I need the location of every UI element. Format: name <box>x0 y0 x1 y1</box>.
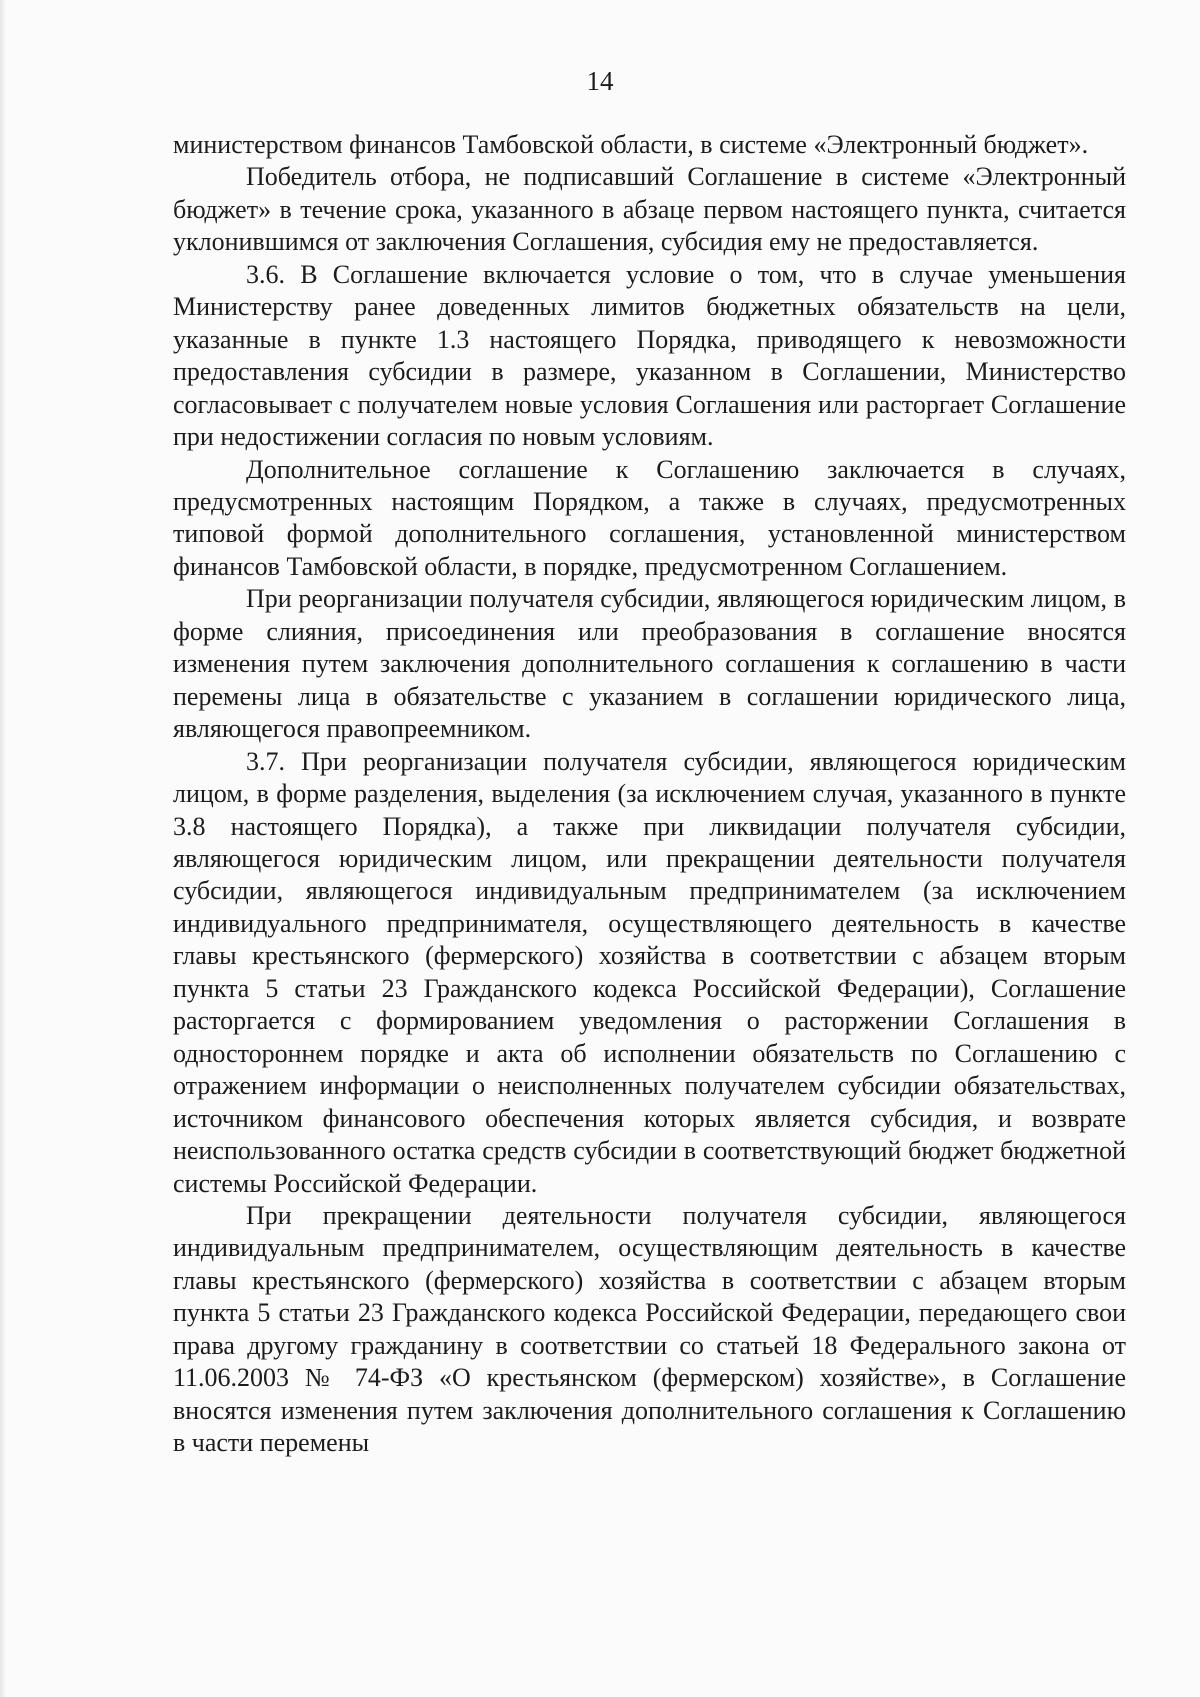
paragraph-continuation: министерством финансов Тамбовской области, в системе «Электронный бюджет». <box>173 130 1089 159</box>
scan-edge-shadow <box>0 0 6 1697</box>
page-number: 14 <box>586 66 614 96</box>
paragraph-termination-farm: При прекращении деятельности получателя субсидии, являющегося индивидуальным предпринимателем, осуществляющим деятельность в качестве главы крестьянского (фермерского) хозяйства в соответствии с абзацем вторым пункта 5 статьи 23 Гражданского кодекса Российской Федерации, передающего свои права другому гражданину в соответствии со статьей 18 Федерального закона от 11.06.2003 № 74-ФЗ «О крестьянском (фермерском) хозяйстве», в Соглашение вносятся изменения путем заключения дополнительного соглашения к Соглашению в части перемены <box>173 1200 1126 1458</box>
paragraph-additional-agreement: Дополнительное соглашение к Соглашению заключается в случаях, предусмотренных настоящим Порядком, а также в случаях, предусмотренных типовой формой дополнительного соглашения, установленной министерством финансов Тамбовской области, в порядке, предусмотренном Соглашением. <box>173 454 1126 581</box>
paragraph-reorganization: При реорганизации получателя субсидии, являющегося юридическим лицом, в форме слияния, присоединения или преобразования в соглашение вносятся изменения путем заключения дополнительного соглашения к соглашению в части перемены лица в обязательстве с указанием в соглашении юридического лица, являющегося правопреемником. <box>173 584 1126 744</box>
paragraph-winner-not-signed: Победитель отбора, не подписавший Соглашение в системе «Электронный бюджет» в течение срока, указанного в абзаце первом настоящего пункта, считается уклонившимся от заключения Соглашения, субсидия ему не предоставляется. <box>173 162 1126 257</box>
paragraph-3-6: 3.6. В Соглашение включается условие о том, что в случае уменьшения Министерству ранее доведенных лимитов бюджетных обязательств на цели, указанные в пункте 1.3 настоящего Порядка, приводящего к невозможности предоставления субсидии в размере, указанном в Соглашении, Министерство согласовывает с получателем новые условия Соглашения или расторгает Соглашение при недостижении согласия по новым условиям. <box>173 259 1126 452</box>
document-body <box>173 129 1126 1460</box>
paragraph-3-7: 3.7. При реорганизации получателя субсидии, являющегося юридическим лицом, в форме разделения, выделения (за исключением случая, указанного в пункте 3.8 настоящего Порядка), а также при ликвидации получателя субсидии, являющегося юридическим лицом, или прекращении деятельности получателя субсидии, являющегося индивидуальным предпринимателем (за исключением индивидуального предпринимателя, осуществляющего деятельность в качестве главы крестьянского (фермерского) хозяйства в соответствии с абзацем вторым пункта 5 статьи 23 Гражданского кодекса Российской Федерации), Соглашение расторгается с формированием уведомления о расторжении Соглашения в одностороннем порядке и акта об исполнении обязательств по Соглашению с отражением информации о неисполненных получателем субсидии обязательствах, источником финансового обеспечения которых является субсидия, и возврате неиспользованного остатка средств субсидии в соответствующий бюджет бюджетной системы Российской Федерации. <box>173 746 1126 1198</box>
